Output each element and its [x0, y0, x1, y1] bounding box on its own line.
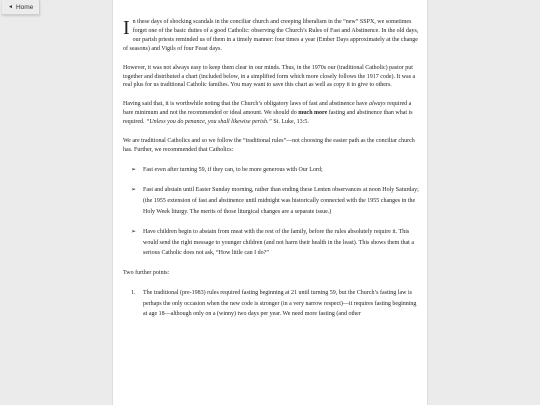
minimum-text-c: fasting and abstinence than what is required.	[123, 110, 413, 126]
minimum-paragraph	[123, 100, 419, 127]
bullet-arrow-icon: ➢	[131, 229, 137, 236]
list-item-text: Have children begin to abstain from meat with the rest of the family, before the rules absolutely require it. This would send the right message to younger children (and not harm their health in the least). This shows them that a serious Catholic does not ask, “How little can I do?”	[143, 229, 414, 257]
scripture-reference: St. Luke, 13:5.	[271, 119, 309, 126]
list-item	[131, 165, 419, 176]
left-arrow-icon: ◄	[8, 4, 13, 10]
chart-history-paragraph: However, it was not always easy to keep them clear in our minds. Thus, in the 1970s our (traditional Catholic) pastor put together and distributed a chart (included below, in a simplified form which more closely follows the 1917 code). It was a real plus for us traditional Catholic families. You may want to save this chart as well as copy it to give to others.	[123, 64, 416, 89]
list-item-text: Fast even after turning 59, if they can, to be more generous with Our Lord;	[143, 166, 323, 173]
home-button[interactable]	[2, 0, 40, 15]
minimum-text-b: required a bare minimum and not the recommended or ideal amount. We should do	[123, 101, 412, 117]
point-text: The traditional (pre-1983) rules required fasting beginning at 21 until turning 59, but the Church’s fasting law is perhaps the only occasion when the new code is stronger (in a very narrow respect)—it requires fasting beginning at age 18—although only on a (winny) two days per year. We need more fasting (and other	[143, 289, 417, 318]
further-points-label: Two further points:	[123, 270, 170, 277]
further-points-list	[123, 288, 419, 320]
list-item	[131, 227, 419, 259]
home-label: Home	[15, 3, 34, 11]
recommendation-paragraph: We are traditional Catholics and so we follow the “traditional rules”—not choosing the easier path as the conciliar church has. Further, we recommended that Catholics:	[123, 138, 415, 153]
minimum-strong: much more	[298, 110, 328, 117]
drop-cap: I	[123, 17, 130, 39]
intro-text: n these days of shocking scandals in the conciliar church and creeping liberalism in the “new” SSPX, we sometimes forget one of the basic duties of a good Catholic: observing the Church’s Rules of Fast and Abstinence. In the old days, our parish priests reminded us of them in a timely manner: four times a year (Ember Days approximately at the change of seasons) and Vigils of four Feast days.	[123, 19, 419, 52]
bullet-arrow-icon: ➢	[131, 187, 137, 194]
recommendation-list	[123, 165, 419, 259]
list-item	[131, 288, 419, 320]
intro-paragraph	[123, 18, 419, 54]
point-number: 1.	[131, 289, 136, 296]
article-content	[123, 18, 419, 320]
scripture-quote: “Unless you do penance, you shall likewise perish.”	[146, 119, 272, 126]
list-item	[131, 185, 419, 217]
list-item-text: Fast and abstain until Easter Sunday morning, rather than ending these Lenten observances at noon Holy Saturday; (the 1955 extension of fast and abstinence until midnight was historically connected with the 1955 changes in the Holy Week liturgy. The merits of those liturgical changes are a separate issue.)	[143, 187, 419, 215]
article-page	[112, 0, 428, 405]
bullet-arrow-icon: ➢	[131, 166, 137, 173]
minimum-text-a: Having said that, it is worthwhile noting that the Church’s obligatory laws of fast and abstinence have	[123, 101, 369, 108]
minimum-emphasis: always	[368, 101, 386, 108]
